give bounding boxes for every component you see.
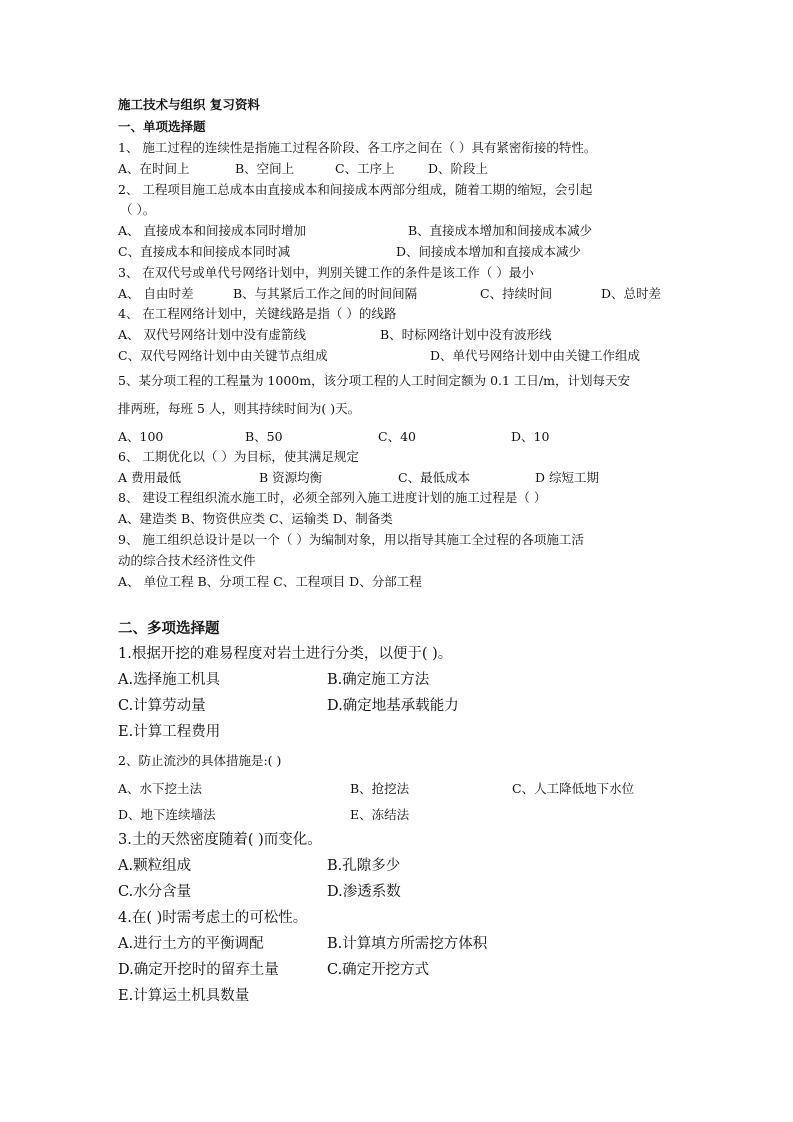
section-heading: 二、多项选择题 (118, 621, 220, 637)
option: B、抢挖法 (350, 781, 410, 796)
option: D、总时差 (601, 286, 662, 301)
option: C.水分含量 (118, 884, 192, 900)
option: E.计算工程费用 (118, 724, 221, 740)
option: B.确定施工方法 (327, 672, 430, 688)
mq-1: 1.根据开挖的难易程度对岩土进行分类，以便于( )。 (118, 646, 453, 662)
option: B、时标网络计划中没有波形线 (380, 327, 552, 342)
option: B.孔隙多少 (327, 858, 401, 874)
option: D、阶段上 (428, 161, 489, 176)
options-line: A、建造类 B、物资供应类 C、运输类 D、制备类 (118, 511, 393, 526)
option: B 资源均衡 (259, 470, 323, 485)
option: A、 双代号网络计划中没有虚箭线 (118, 327, 307, 342)
option: A.颗粒组成 (118, 858, 192, 874)
doc-title: 施工技术与组织 复习资料 (118, 97, 260, 112)
option: C、工序上 (335, 161, 395, 176)
question-2-cont: （ ）。 (120, 202, 156, 217)
option: B、空间上 (235, 161, 295, 176)
option: D、地下连续墙法 (118, 807, 216, 822)
option: B、直接成本增加和间接成本减少 (408, 223, 593, 238)
option: A、100 (118, 429, 164, 444)
option: C、40 (378, 429, 416, 444)
question-9-cont: 动的综合技术经济性文件 (118, 553, 256, 568)
question-2: 2、 工程项目施工总成本由直接成本和间接成本两部分组成，随着工期的缩短，会引起 (118, 182, 593, 197)
option: A 费用最低 (118, 470, 182, 485)
option: D.渗透系数 (327, 884, 401, 900)
option: C、最低成本 (398, 470, 471, 485)
option: C、双代号网络计划中由关键节点组成 (118, 348, 328, 363)
mq-4: 4.在( )时需考虑土的可松性。 (118, 910, 308, 926)
question-6: 6、 工期优化以（ ）为目标，使其满足规定 (118, 449, 359, 464)
option: B.计算填方所需挖方体积 (327, 936, 488, 952)
option: D.确定地基承载能力 (327, 698, 459, 714)
option: A.选择施工机具 (118, 672, 221, 688)
question-8: 8、 建设工程组织流水施工时，必须全部列入施工进度计划的施工过程是（ ） (118, 490, 547, 505)
option: A、在时间上 (118, 161, 190, 176)
option: D、10 (511, 429, 550, 444)
option: D、单代号网络计划中由关键工作组成 (430, 348, 641, 363)
option: A、水下挖土法 (118, 781, 203, 796)
option: D.确定开挖时的留弃土量 (118, 962, 279, 978)
option: D 综短工期 (535, 470, 599, 485)
option: C.确定开挖方式 (327, 962, 430, 978)
option: E、冻结法 (350, 807, 410, 822)
options-line: A、 单位工程 B、分项工程 C、工程项目 D、分部工程 (118, 574, 422, 589)
option: C、人工降低地下水位 (512, 781, 635, 796)
option: A.进行土方的平衡调配 (118, 936, 264, 952)
question-4: 4、 在工程网络计划中，关键线路是指（ ）的线路 (118, 306, 397, 321)
question-5-cont: 排两班，每班 5 人，则其持续时间为( )天。 (118, 401, 361, 416)
question-1: 1、 施工过程的连续性是指施工过程各阶段、各工序之间在（ ）具有紧密衔接的特性。 (118, 140, 597, 155)
option: A、 自由时差 (118, 286, 194, 301)
question-9: 9、 施工组织总设计是以一个（ ）为编制对象，用以指导其施工全过程的各项施工活 (118, 532, 584, 547)
question-3: 3、 在双代号或单代号网络计划中，判别关键工作的条件是该工作（ ）最小 (118, 265, 534, 280)
mq-2: 2、防止流沙的具体措施是:( ) (118, 753, 282, 768)
option: E.计算运土机具数量 (118, 988, 250, 1004)
option: C、直接成本和间接成本同时减 (118, 244, 291, 259)
option: A、 直接成本和间接成本同时增加 (118, 223, 307, 238)
option: C、持续时间 (480, 286, 553, 301)
option: B、与其紧后工作之间的时间间隔 (233, 286, 418, 301)
mq-3: 3.土的天然密度随着( )而变化。 (118, 832, 322, 848)
section-heading: 一、单项选择题 (118, 119, 206, 134)
option: B、50 (245, 429, 283, 444)
question-5: 5、某分项工程的工程量为 1000m，该分项工程的人工时间定额为 0.1 工日/m，计划每天安 (118, 373, 630, 388)
option: C.计算劳动量 (118, 698, 206, 714)
option: D、间接成本增加和直接成本减少 (396, 244, 582, 259)
